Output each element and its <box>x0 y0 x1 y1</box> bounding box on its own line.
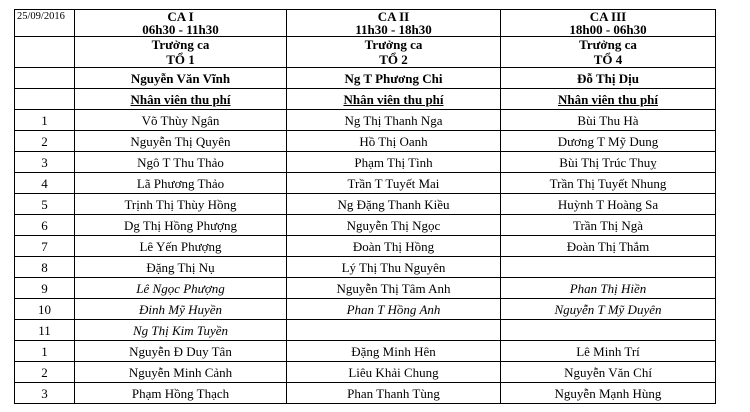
shift-2-staff-header: Nhân viên thu phí <box>287 89 501 110</box>
shift-1-staff-header: Nhân viên thu phí <box>75 89 287 110</box>
shift-2-staff: Đoàn Thị Hồng <box>287 236 501 257</box>
shift-1-role: Trưởng ca <box>75 37 287 53</box>
shift-1-staff: Lê Ngọc Phượng <box>75 278 287 299</box>
staff-row <box>15 278 716 299</box>
shift-2-staff: Trần T Tuyết Mai <box>287 173 501 194</box>
staff-row <box>15 152 716 173</box>
staff-row <box>15 341 716 362</box>
shift-3-time: 18h00 - 06h30 <box>501 23 716 37</box>
shift-2-role: Trưởng ca <box>287 37 501 53</box>
row-number: 3 <box>15 152 75 173</box>
shift-2-staff: Liêu Khải Chung <box>287 362 501 383</box>
row-number: 4 <box>15 173 75 194</box>
shift-3-staff: Nguyễn Văn Chí <box>501 362 716 383</box>
shift-2-name: CA II <box>287 10 501 24</box>
shift-3-staff: Đoàn Thị Thắm <box>501 236 716 257</box>
row-number: 11 <box>15 320 75 341</box>
row-number: 1 <box>15 341 75 362</box>
row-number: 5 <box>15 194 75 215</box>
team-row <box>15 52 716 68</box>
shift-3-staff: Phan Thị Hiền <box>501 278 716 299</box>
date-cell: 25/09/2016 <box>15 10 75 37</box>
shift-1-team: TỔ 1 <box>75 52 287 68</box>
row-number: 2 <box>15 362 75 383</box>
shift-time-row <box>15 23 716 37</box>
shift-2-time: 11h30 - 18h30 <box>287 23 501 37</box>
staff-row <box>15 299 716 320</box>
shift-3-team: TỔ 4 <box>501 52 716 68</box>
shift-3-name: CA III <box>501 10 716 24</box>
row-number: 6 <box>15 215 75 236</box>
shift-1-staff: Nguyễn Đ Duy Tân <box>75 341 287 362</box>
row-number: 10 <box>15 299 75 320</box>
staff-row <box>15 320 716 341</box>
shift-2-staff: Nguyễn Thị Tâm Anh <box>287 278 501 299</box>
shift-2-staff <box>287 320 501 341</box>
shift-3-leader: Đỗ Thị Dịu <box>501 68 716 89</box>
leader-row <box>15 68 716 89</box>
shift-1-staff: Ngô T Thu Thảo <box>75 152 287 173</box>
shift-1-staff: Phạm Hồng Thạch <box>75 383 287 404</box>
shift-2-leader: Ng T Phương Chi <box>287 68 501 89</box>
staff-row <box>15 383 716 404</box>
row-number: 8 <box>15 257 75 278</box>
blank-cell <box>15 68 75 89</box>
blank-cell <box>15 89 75 110</box>
shift-1-staff: Dg Thị Hồng Phượng <box>75 215 287 236</box>
shift-3-staff: Nguyễn T Mỹ Duyên <box>501 299 716 320</box>
shift-3-staff: Dương T Mỹ Dung <box>501 131 716 152</box>
shift-1-staff: Nguyễn Thị Quyên <box>75 131 287 152</box>
row-number: 1 <box>15 110 75 131</box>
shift-2-team: TỔ 2 <box>287 52 501 68</box>
shift-1-staff: Trịnh Thị Thùy Hồng <box>75 194 287 215</box>
staff-row <box>15 257 716 278</box>
shift-3-staff: Lê Minh Trí <box>501 341 716 362</box>
shift-1-staff: Nguyễn Minh Cảnh <box>75 362 287 383</box>
row-number: 7 <box>15 236 75 257</box>
shift-1-time: 06h30 - 11h30 <box>75 23 287 37</box>
staff-row <box>15 236 716 257</box>
shift-1-staff: Võ Thùy Ngân <box>75 110 287 131</box>
shift-3-staff: Trần Thị Tuyết Nhung <box>501 173 716 194</box>
shift-3-staff-header: Nhân viên thu phí <box>501 89 716 110</box>
shift-2-staff: Phan T Hồng Anh <box>287 299 501 320</box>
shift-2-staff: Hồ Thị Oanh <box>287 131 501 152</box>
shift-schedule-table <box>14 9 716 404</box>
shift-2-staff: Phan Thanh Tùng <box>287 383 501 404</box>
shift-1-staff: Đặng Thị Nụ <box>75 257 287 278</box>
shift-1-staff: Ng Thị Kim Tuyền <box>75 320 287 341</box>
shift-1-staff: Đinh Mỹ Huyền <box>75 299 287 320</box>
shift-1-name: CA I <box>75 10 287 24</box>
blank-cell <box>15 37 75 53</box>
staff-row <box>15 194 716 215</box>
shift-3-staff <box>501 320 716 341</box>
staff-row <box>15 131 716 152</box>
staff-row <box>15 173 716 194</box>
row-number: 9 <box>15 278 75 299</box>
staff-row <box>15 110 716 131</box>
shift-2-staff: Đặng Minh Hên <box>287 341 501 362</box>
shift-3-staff: Nguyễn Mạnh Hùng <box>501 383 716 404</box>
row-number: 2 <box>15 131 75 152</box>
shift-2-staff: Lý Thị Thu Nguyên <box>287 257 501 278</box>
blank-cell <box>15 52 75 68</box>
shift-2-staff: Phạm Thị Tình <box>287 152 501 173</box>
shift-3-staff: Huỳnh T Hoàng Sa <box>501 194 716 215</box>
row-number: 3 <box>15 383 75 404</box>
shift-2-staff: Ng Thị Thanh Nga <box>287 110 501 131</box>
staff-row <box>15 362 716 383</box>
shift-3-staff: Bùi Thu Hà <box>501 110 716 131</box>
shift-3-staff: Trần Thị Ngà <box>501 215 716 236</box>
shift-3-staff <box>501 257 716 278</box>
staff-header-row <box>15 89 716 110</box>
shift-2-staff: Nguyễn Thị Ngọc <box>287 215 501 236</box>
staff-row <box>15 215 716 236</box>
shift-3-role: Trưởng ca <box>501 37 716 53</box>
shift-1-staff: Lã Phương Thảo <box>75 173 287 194</box>
shift-2-staff: Ng Đặng Thanh Kiều <box>287 194 501 215</box>
shift-1-leader: Nguyễn Văn Vĩnh <box>75 68 287 89</box>
schedule-body <box>15 10 716 404</box>
shift-1-staff: Lê Yến Phượng <box>75 236 287 257</box>
role-row <box>15 37 716 53</box>
shift-3-staff: Bùi Thị Trúc Thuỵ <box>501 152 716 173</box>
shift-name-row <box>15 10 716 24</box>
